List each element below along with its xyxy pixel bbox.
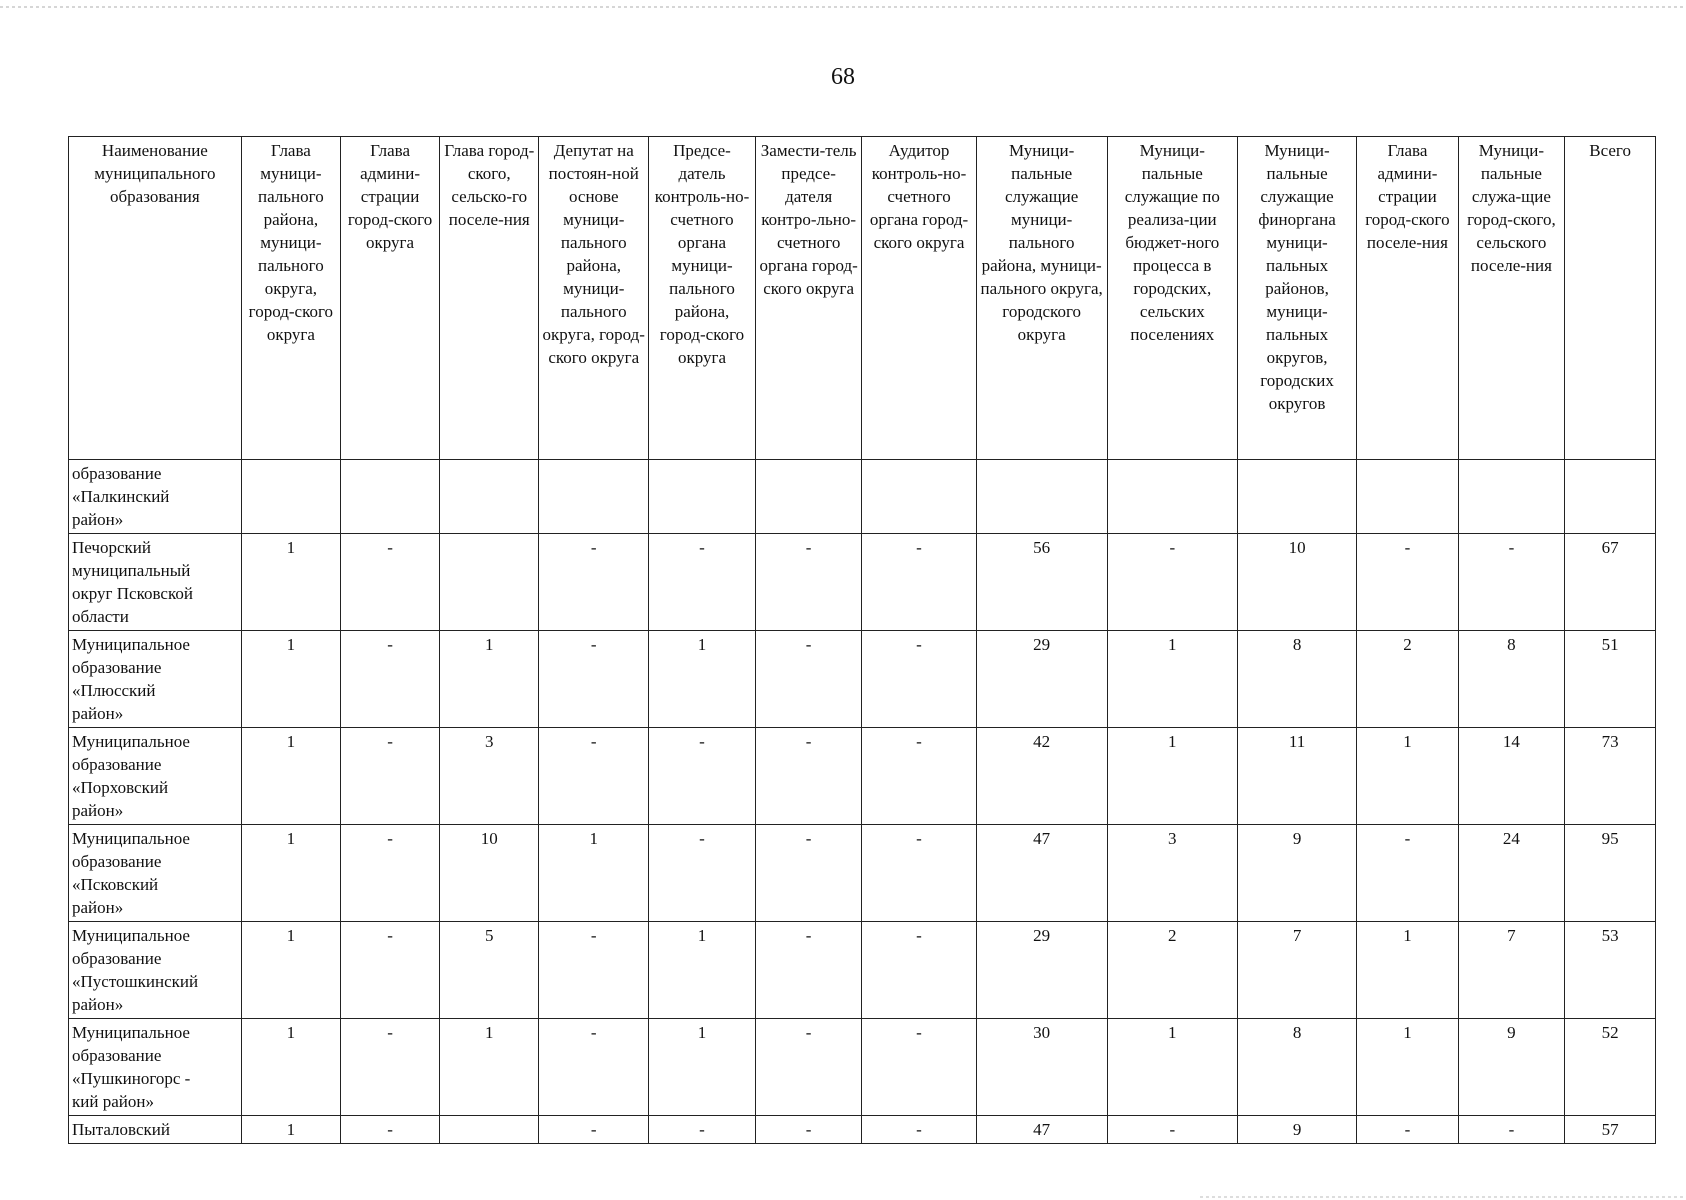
value-cell: 57 xyxy=(1565,1116,1656,1144)
row-name-cell: Печорский муниципальный округ Псковской области xyxy=(69,534,242,631)
value-cell: 9 xyxy=(1237,1116,1356,1144)
value-cell: - xyxy=(539,631,649,728)
data-table xyxy=(68,136,1656,1144)
value-cell: 24 xyxy=(1458,825,1565,922)
value-cell: 10 xyxy=(1237,534,1356,631)
value-cell: 1 xyxy=(241,1019,340,1116)
value-cell: 47 xyxy=(976,1116,1107,1144)
table-row xyxy=(69,728,1656,825)
header-cell: Аудитор контроль-но-счетного органа город-ского округа xyxy=(862,137,976,460)
value-cell: - xyxy=(862,922,976,1019)
value-cell: 30 xyxy=(976,1019,1107,1116)
value-cell: - xyxy=(755,1116,862,1144)
value-cell: - xyxy=(539,1116,649,1144)
header-row xyxy=(69,137,1656,460)
value-cell: - xyxy=(862,534,976,631)
value-cell xyxy=(241,460,340,534)
value-cell: 51 xyxy=(1565,631,1656,728)
value-cell xyxy=(649,460,756,534)
value-cell: 1 xyxy=(539,825,649,922)
value-cell: 14 xyxy=(1458,728,1565,825)
value-cell: 29 xyxy=(976,922,1107,1019)
value-cell: 3 xyxy=(440,728,539,825)
value-cell: - xyxy=(539,728,649,825)
header-cell: Депутат на постоян-ной основе муници-пального района, муници-пального округа, город-ского округа xyxy=(539,137,649,460)
row-name-cell: Пыталовский xyxy=(69,1116,242,1144)
value-cell xyxy=(1237,460,1356,534)
row-name-cell: Муниципальное образование «Псковский район» xyxy=(69,825,242,922)
value-cell: - xyxy=(862,631,976,728)
value-cell: - xyxy=(340,1116,439,1144)
value-cell: 7 xyxy=(1237,922,1356,1019)
value-cell: - xyxy=(539,534,649,631)
value-cell: - xyxy=(755,922,862,1019)
value-cell: 53 xyxy=(1565,922,1656,1019)
value-cell: - xyxy=(340,922,439,1019)
value-cell: 29 xyxy=(976,631,1107,728)
value-cell: 10 xyxy=(440,825,539,922)
value-cell: 9 xyxy=(1458,1019,1565,1116)
value-cell: - xyxy=(649,534,756,631)
value-cell: 1 xyxy=(241,728,340,825)
value-cell: 1 xyxy=(241,922,340,1019)
value-cell: 1 xyxy=(649,922,756,1019)
value-cell: 1 xyxy=(649,631,756,728)
table-row xyxy=(69,631,1656,728)
value-cell: - xyxy=(340,1019,439,1116)
value-cell: 1 xyxy=(649,1019,756,1116)
header-cell: Муници-пальные служащие финоргана муници-пальных районов, муници-пальных округов, городских округов xyxy=(1237,137,1356,460)
value-cell: - xyxy=(649,825,756,922)
value-cell xyxy=(1107,460,1237,534)
header-cell: Наименование муниципального образования xyxy=(69,137,242,460)
table-row xyxy=(69,460,1656,534)
value-cell xyxy=(1458,460,1565,534)
value-cell: - xyxy=(340,534,439,631)
value-cell: 11 xyxy=(1237,728,1356,825)
value-cell: - xyxy=(539,1019,649,1116)
value-cell: - xyxy=(1107,1116,1237,1144)
value-cell: 1 xyxy=(241,1116,340,1144)
value-cell: - xyxy=(862,1019,976,1116)
header-cell: Муници-пальные служащие по реализа-ции бюджет-ного процесса в городских, сельских поселениях xyxy=(1107,137,1237,460)
table-row xyxy=(69,825,1656,922)
value-cell xyxy=(539,460,649,534)
table-body xyxy=(69,460,1656,1144)
value-cell: - xyxy=(862,825,976,922)
value-cell xyxy=(862,460,976,534)
scan-edge-top xyxy=(0,6,1686,8)
table-row xyxy=(69,1116,1656,1144)
value-cell: 3 xyxy=(1107,825,1237,922)
value-cell: 2 xyxy=(1357,631,1458,728)
value-cell: 8 xyxy=(1237,1019,1356,1116)
value-cell: 95 xyxy=(1565,825,1656,922)
value-cell: 52 xyxy=(1565,1019,1656,1116)
header-cell: Предсе-датель контроль-но-счетного органа муници-пального района, город-ского округа xyxy=(649,137,756,460)
table-row xyxy=(69,922,1656,1019)
value-cell: 1 xyxy=(241,825,340,922)
value-cell: - xyxy=(539,922,649,1019)
header-cell: Глава админи-страции город-ского поселе-ния xyxy=(1357,137,1458,460)
value-cell: 1 xyxy=(1107,1019,1237,1116)
value-cell: - xyxy=(755,631,862,728)
value-cell: 1 xyxy=(1107,631,1237,728)
value-cell: - xyxy=(1458,534,1565,631)
value-cell: - xyxy=(755,534,862,631)
header-cell: Глава город-ского, сельско-го поселе-ния xyxy=(440,137,539,460)
value-cell: 1 xyxy=(1357,922,1458,1019)
value-cell xyxy=(755,460,862,534)
value-cell: 42 xyxy=(976,728,1107,825)
value-cell: 1 xyxy=(440,631,539,728)
row-name-cell: Муниципальное образование «Пустошкинский район» xyxy=(69,922,242,1019)
value-cell: 47 xyxy=(976,825,1107,922)
value-cell: 9 xyxy=(1237,825,1356,922)
value-cell: 1 xyxy=(241,631,340,728)
value-cell: - xyxy=(1357,534,1458,631)
value-cell: - xyxy=(755,1019,862,1116)
value-cell xyxy=(440,460,539,534)
row-name-cell: Муниципальное образование «Пушкиногорс - кий район» xyxy=(69,1019,242,1116)
value-cell: 1 xyxy=(440,1019,539,1116)
value-cell: - xyxy=(340,825,439,922)
value-cell: 1 xyxy=(241,534,340,631)
value-cell: - xyxy=(1357,1116,1458,1144)
value-cell: - xyxy=(1458,1116,1565,1144)
row-name-cell: образование «Палкинский район» xyxy=(69,460,242,534)
value-cell: - xyxy=(862,1116,976,1144)
header-cell: Глава муници-пального района, муници-пального округа, город-ского округа xyxy=(241,137,340,460)
value-cell: - xyxy=(1357,825,1458,922)
value-cell: - xyxy=(755,728,862,825)
value-cell: - xyxy=(1107,534,1237,631)
value-cell: - xyxy=(649,728,756,825)
row-name-cell: Муниципальное образование «Порховский район» xyxy=(69,728,242,825)
value-cell xyxy=(340,460,439,534)
value-cell: 73 xyxy=(1565,728,1656,825)
value-cell: - xyxy=(755,825,862,922)
header-cell: Глава админи-страции город-ского округа xyxy=(340,137,439,460)
value-cell xyxy=(1565,460,1656,534)
table-row xyxy=(69,534,1656,631)
value-cell: 5 xyxy=(440,922,539,1019)
scan-edge-bottom xyxy=(1200,1196,1686,1198)
row-name-cell: Муниципальное образование «Плюсский район» xyxy=(69,631,242,728)
value-cell: - xyxy=(340,728,439,825)
value-cell: 7 xyxy=(1458,922,1565,1019)
value-cell: - xyxy=(340,631,439,728)
value-cell xyxy=(440,534,539,631)
header-cell: Замести-тель предсе-дателя контро-льно-счетного органа город-ского округа xyxy=(755,137,862,460)
table-row xyxy=(69,1019,1656,1116)
header-cell: Всего xyxy=(1565,137,1656,460)
value-cell: 2 xyxy=(1107,922,1237,1019)
page-number: 68 xyxy=(831,64,855,90)
value-cell: 56 xyxy=(976,534,1107,631)
value-cell: 1 xyxy=(1357,1019,1458,1116)
value-cell xyxy=(1357,460,1458,534)
value-cell: 67 xyxy=(1565,534,1656,631)
value-cell: - xyxy=(862,728,976,825)
value-cell xyxy=(440,1116,539,1144)
value-cell: 8 xyxy=(1237,631,1356,728)
value-cell: 1 xyxy=(1107,728,1237,825)
header-cell: Муници-пальные служа-щие город-ского, сельского поселе-ния xyxy=(1458,137,1565,460)
value-cell: 1 xyxy=(1357,728,1458,825)
value-cell xyxy=(976,460,1107,534)
value-cell: - xyxy=(649,1116,756,1144)
header-cell: Муници-пальные служащие муници-пального района, муници-пального округа, городского округа xyxy=(976,137,1107,460)
value-cell: 8 xyxy=(1458,631,1565,728)
